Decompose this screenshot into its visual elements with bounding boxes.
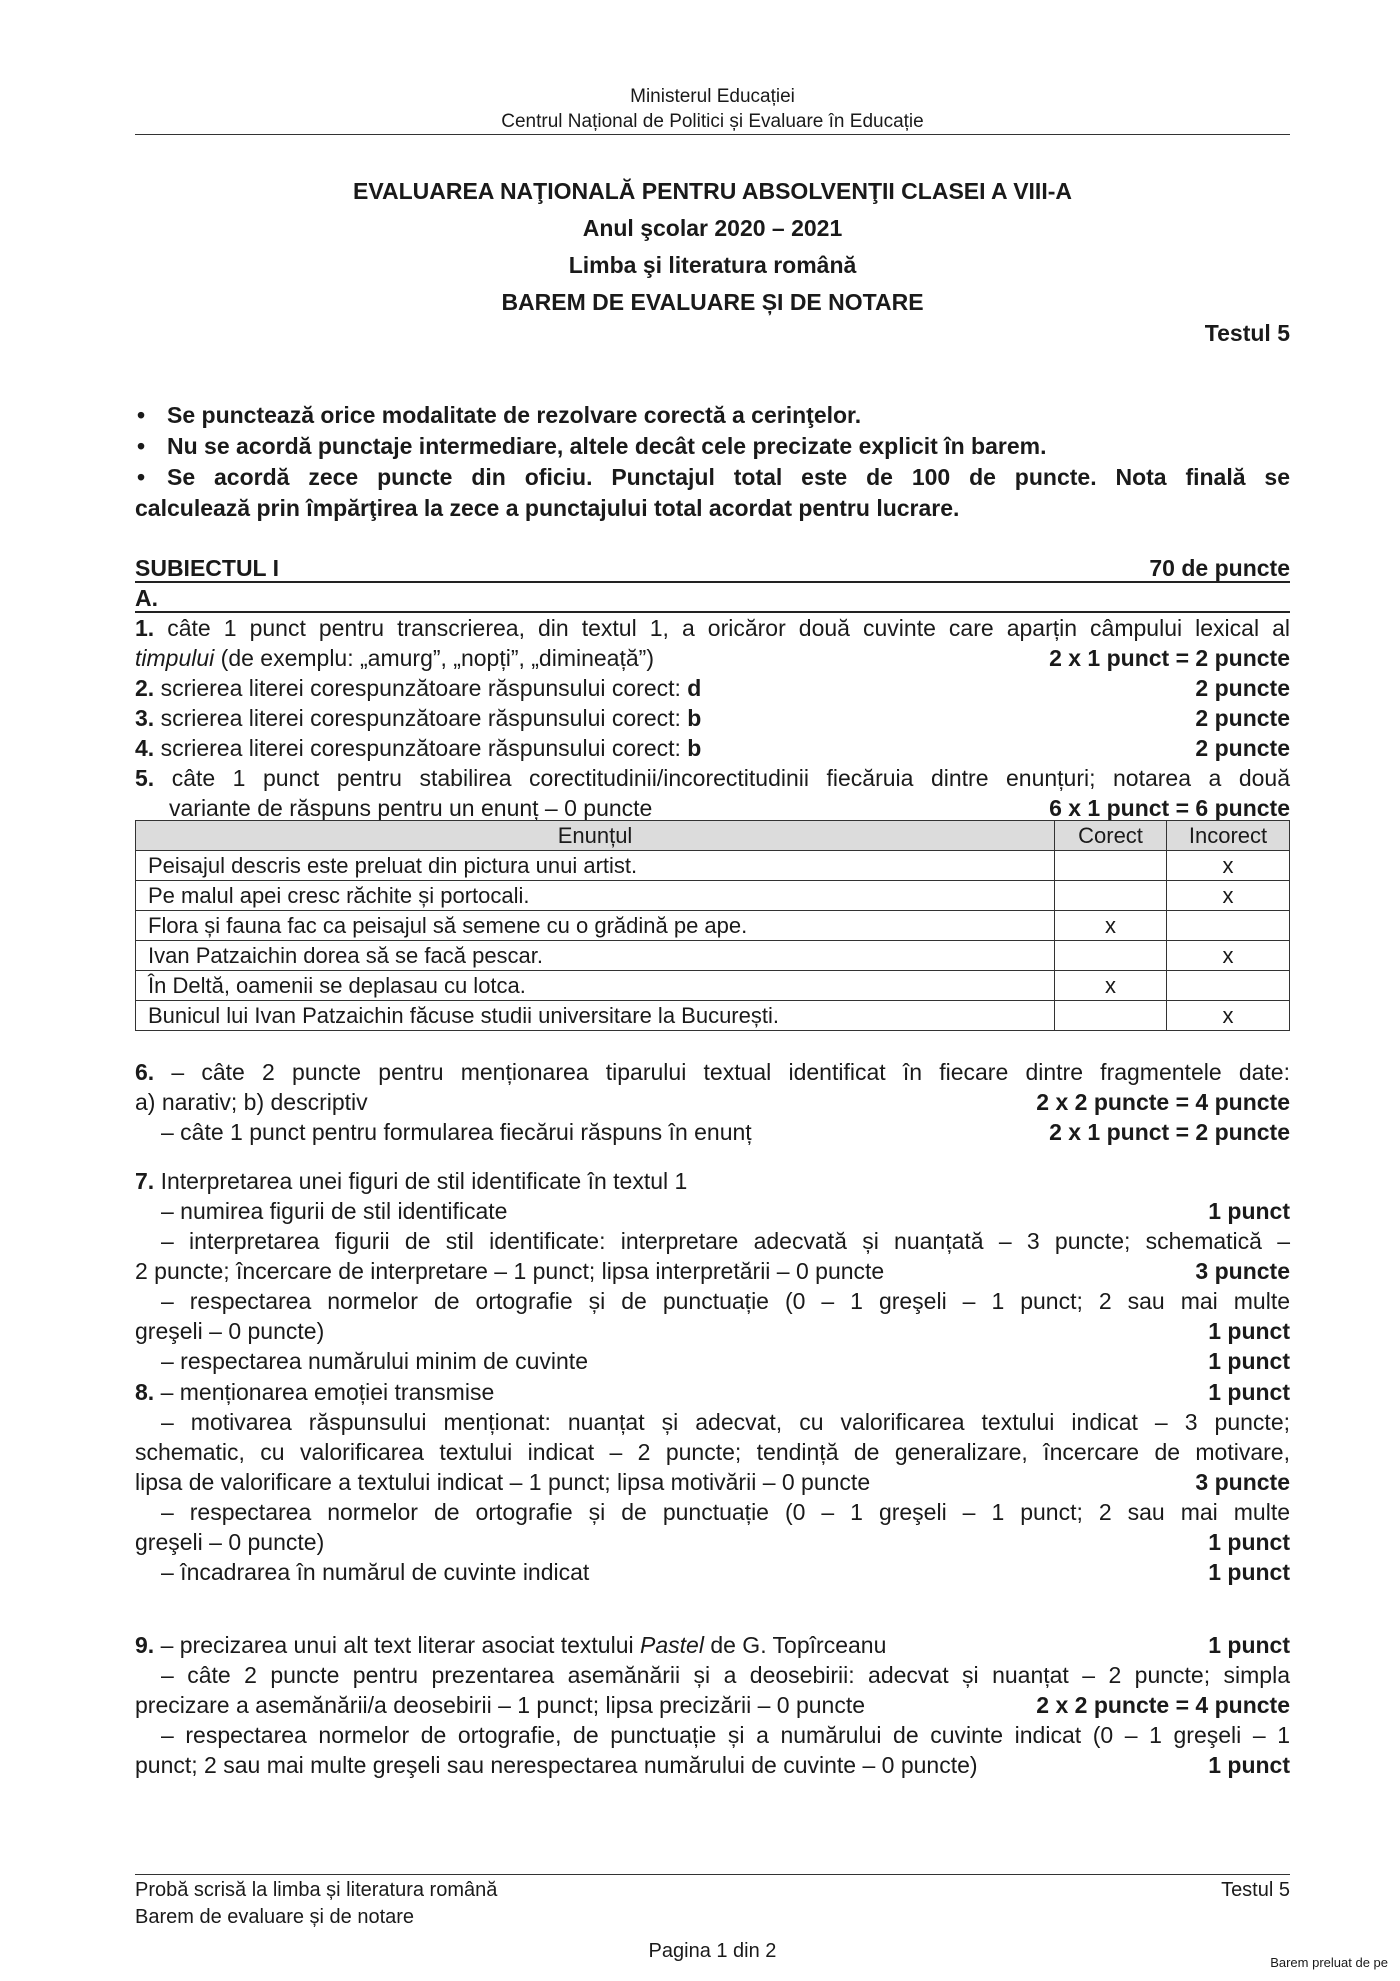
items-1-5 [135, 613, 1290, 823]
item-8: 8. – menționarea emoției transmise 1 punct – motivarea răspunsului menționat: nuanțat și adecvat, cu valorificarea textului indicat – 3 puncte; schematic, cu valorificarea textului indicat – 2 puncte; tendință de generalizare, încercare de motivare, lipsa de valorificare a textului indicat – 1 punct; lipsa motivării – 0 puncte 3 puncte – respectarea normelor de ortografie și de punctuație (0 – 1 greşeli – 1 punct; 2 sau mai multe greşeli – 0 puncte) 1 punct – încadrarea în numărul de cuvinte indicat 1 punct [135, 1379, 1290, 1585]
header-divider [135, 134, 1290, 135]
item-1-cont: timpului (de exemplu: „amurg”, „nopți”, „dimineață”) 2 x 1 punct = 2 puncte [135, 645, 1290, 671]
subject-heading [135, 553, 1290, 613]
footer-divider [135, 1874, 1290, 1875]
column-header: Corect [1055, 821, 1167, 851]
column-header: Incorect [1167, 821, 1290, 851]
footer-doc-type: Barem de evaluare și de notare [135, 1906, 415, 1928]
general-rules [135, 400, 1290, 524]
ministry-name: Ministerul Educației [630, 86, 795, 107]
item-5: 5. câte 1 punct pentru stabilirea corectitudinii/incorectitudinii fiecăruia dintre enunțuri; notarea a două [135, 765, 1290, 791]
footer-test: Testul 5 [1221, 1879, 1290, 1901]
bullet-icon: • [137, 433, 146, 459]
part-label: A. [135, 583, 1290, 613]
title-block [135, 173, 1290, 321]
table-row: Peisajul descris este preluat din pictura unui artist. x [136, 851, 1290, 881]
rule-item: • Nu se acordă punctaje intermediare, altele decât cele precizate explicit în barem. [135, 431, 1290, 462]
item-1-points: 2 x 1 punct = 2 puncte [1049, 645, 1290, 671]
rule-item: • Se punctează orice modalitate de rezolvare corectă a cerinţelor. [135, 400, 1290, 431]
bullet-icon: • [137, 464, 146, 490]
item-6: 6. – câte 2 puncte pentru menționarea tiparului textual identificat în fiecare dintre fragmentele date: a) narativ; b) descriptiv 2 x 2 puncte = 4 puncte – câte 1 punct pentru formularea fiecărui răspuns în enunț 2 x 1 punct = 2 puncte [135, 1059, 1290, 1145]
rule-item: • Se acordă zece puncte din oficiu. Punctajul total este de 100 de puncte. Nota finală se [135, 462, 1290, 493]
rule-item-continuation: calculează prin împărţirea la zece a punctajului total acordat pentru lucrare. [135, 495, 960, 521]
item-7: 7. Interpretarea unei figuri de stil identificate în textul 1 – numirea figurii de stil identificate 1 punct – interpretarea figurii de stil identificate: interpretare adecvată și nuanțată – 3 puncte; schematică – 2 puncte; încercare de interpretare – 1 punct; lipsa interpretării – 0 puncte 3 puncte – respectarea normelor de ortografie și de punctuație (0 – 1 greşeli – 1 punct; 2 sau mai multe greşeli – 0 puncte) 1 punct – respectarea numărului minim de cuvinte 1 punct [135, 1168, 1290, 1374]
subject-title: SUBIECTUL I [135, 555, 279, 581]
table-row: În Deltă, oamenii se deplasau cu lotca. x [136, 971, 1290, 1001]
bullet-icon: • [137, 402, 146, 428]
test-number: Testul 5 [1204, 320, 1290, 346]
item-2: 2. scrierea literei corespunzătoare răspunsului corect: d 2 puncte [135, 675, 1290, 701]
page-footer [135, 1877, 1290, 1965]
item-3: 3. scrierea literei corespunzătoare răspunsului corect: b 2 puncte [135, 705, 1290, 731]
table-row: Pe malul apei cresc răchite și portocali. x [136, 881, 1290, 911]
item-4-points: 2 puncte [1195, 735, 1290, 761]
item-5-cont: variante de răspuns pentru un enunț – 0 puncte 6 x 1 punct = 6 puncte [169, 795, 1290, 821]
table-row: Ivan Patzaichin dorea să se facă pescar. x [136, 941, 1290, 971]
source-note: Barem preluat de pe [1270, 1955, 1388, 1970]
answer-table [135, 820, 1290, 1031]
page-header [135, 84, 1290, 134]
item-6-points-b: 2 x 1 punct = 2 puncte [1049, 1119, 1290, 1145]
center-name: Centrul Național de Politici și Evaluare în Educație [501, 111, 924, 132]
item-5-points: 6 x 1 punct = 6 puncte [1049, 795, 1290, 821]
item-6-points-a: 2 x 2 puncte = 4 puncte [1036, 1089, 1290, 1115]
subject-points: 70 de puncte [1149, 555, 1290, 581]
table-header-row [136, 821, 1290, 851]
item-9: 9. – precizarea unui alt text literar asociat textului Pastel de G. Topîrceanu 1 punct – câte 2 puncte pentru prezentarea asemănării și a deosebirii: adecvat și nuanțat – 2 puncte; simpla precizare a asemănării/a deosebirii – 1 punct; lipsa precizării – 0 puncte 2 x 2 puncte = 4 puncte – respectarea normelor de ortografie, de punctuație și a numărului de cuvinte indicat (0 – 1 greşeli – 1 punct; 2 sau mai multe greşeli sau nerespectarea numărului de cuvinte – 0 puncte) 1 punct [135, 1632, 1290, 1778]
item-3-points: 2 puncte [1195, 705, 1290, 731]
table-row: Flora și fauna fac ca peisajul să semene cu o grădină pe ape. x [136, 911, 1290, 941]
footer-exam: Probă scrisă la limba și literatura română [135, 1879, 498, 1901]
school-year: Anul şcolar 2020 – 2021 [582, 215, 843, 241]
page-number: Pagina 1 din 2 [648, 1940, 777, 1962]
item-2-points: 2 puncte [1195, 675, 1290, 701]
column-header: Enunțul [136, 821, 1055, 851]
document-type: BAREM DE EVALUARE ȘI DE NOTARE [501, 289, 924, 315]
item-1: 1. câte 1 punct pentru transcrierea, din textul 1, a oricăror două cuvinte care aparțin câmpului lexical al [135, 615, 1290, 641]
subject-name: Limba şi literatura română [568, 252, 857, 278]
exam-title: EVALUAREA NAŢIONALĂ PENTRU ABSOLVENŢII CLASEI A VIII-A [353, 178, 1072, 204]
table-row: Bunicul lui Ivan Patzaichin făcuse studii universitare la București. x [136, 1001, 1290, 1031]
item-4: 4. scrierea literei corespunzătoare răspunsului corect: b 2 puncte [135, 735, 1290, 761]
